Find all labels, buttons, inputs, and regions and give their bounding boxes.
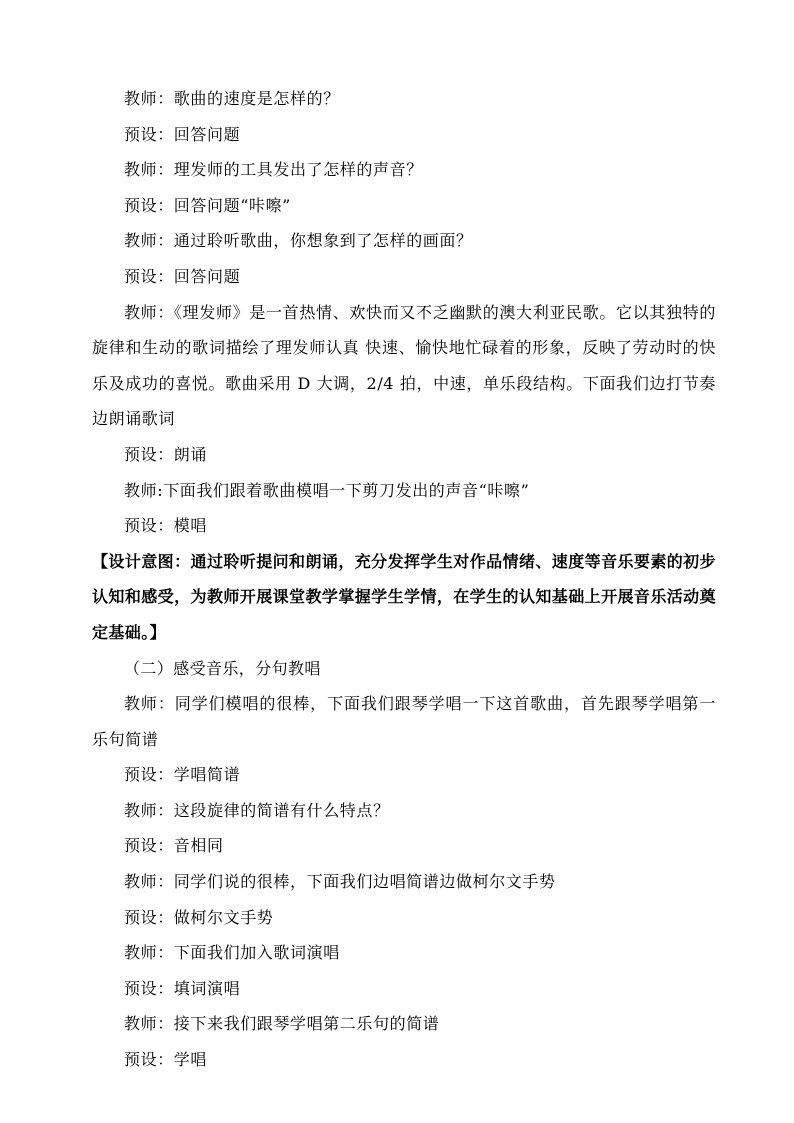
dialogue-teacher-curwen-signs: 教师：同学们说的很棒，下面我们边唱简谱边做柯尔文手势 (124, 872, 556, 892)
section-heading-feel-music: （二）感受音乐，分句教唱 (124, 658, 321, 678)
dialogue-teacher-add-lyrics: 教师：下面我们加入歌词演唱 (124, 943, 340, 963)
dialogue-teacher-tool-sound-question: 教师：理发师的工具发出了怎样的声音？ (124, 160, 423, 180)
dialogue-teacher-learn-first-phrase: 教师：同学们模唱的很棒，下面我们跟琴学唱一下这首歌曲，首先跟琴学唱第一乐句简谱 (92, 694, 716, 749)
preset-learn-notation: 预设：学唱简谱 (124, 765, 241, 785)
preset-recite: 预设：朗诵 (124, 444, 208, 464)
document-body (92, 81, 716, 1078)
preset-curwen-signs: 预设：做柯尔文手势 (124, 907, 274, 927)
dialogue-teacher-imagine-question: 教师：通过聆听歌曲，你想象到了怎样的画面？ (124, 231, 473, 251)
preset-answer: 预设：回答问题 (124, 266, 241, 286)
preset-answer-kacha: 预设：回答问题“咔嚓” (124, 195, 291, 215)
preset-learn-singing: 预设：学唱 (124, 1050, 208, 1070)
preset-sing-lyrics: 预设：填词演唱 (124, 978, 241, 998)
dialogue-teacher-tempo-question: 教师：歌曲的速度是怎样的？ (124, 89, 340, 108)
preset-same-notes: 预设：音相同 (124, 836, 224, 856)
dialogue-teacher-second-phrase: 教师：接下来我们跟琴学唱第二乐句的简谱 (124, 1014, 440, 1034)
dialogue-teacher-song-introduction: 教师：《理发师》是一首热情、欢快而又不乏幽默的澳大利亚民歌。它以其独特的旋律和生动的歌词描绘了理发师认真 快速、愉快地忙碌着的形象，反映了劳动时的快乐及成功的喜悦。歌曲采用 D 大调，2/4 拍，中速，单乐段结构。下面我们边打节奏边朗诵歌词 (92, 302, 716, 429)
preset-answer: 预设：回答问题 (124, 124, 241, 144)
dialogue-teacher-notation-feature: 教师：这段旋律的简谱有什么特点？ (124, 800, 390, 820)
preset-imitate-singing: 预设：模唱 (124, 516, 208, 536)
design-intent-note: 【设计意图：通过聆听提问和朗诵，充分发挥学生对作品情绪、速度等音乐要素的初步认知和感受，为教师开展课堂教学掌握学生学情，在学生的认知基础上开展音乐活动奠定基础。】 (92, 551, 716, 642)
dialogue-teacher-imitate-scissors: 教师:下面我们跟着歌曲模唱一下剪刀发出的声音“咔嚓” (124, 480, 530, 500)
